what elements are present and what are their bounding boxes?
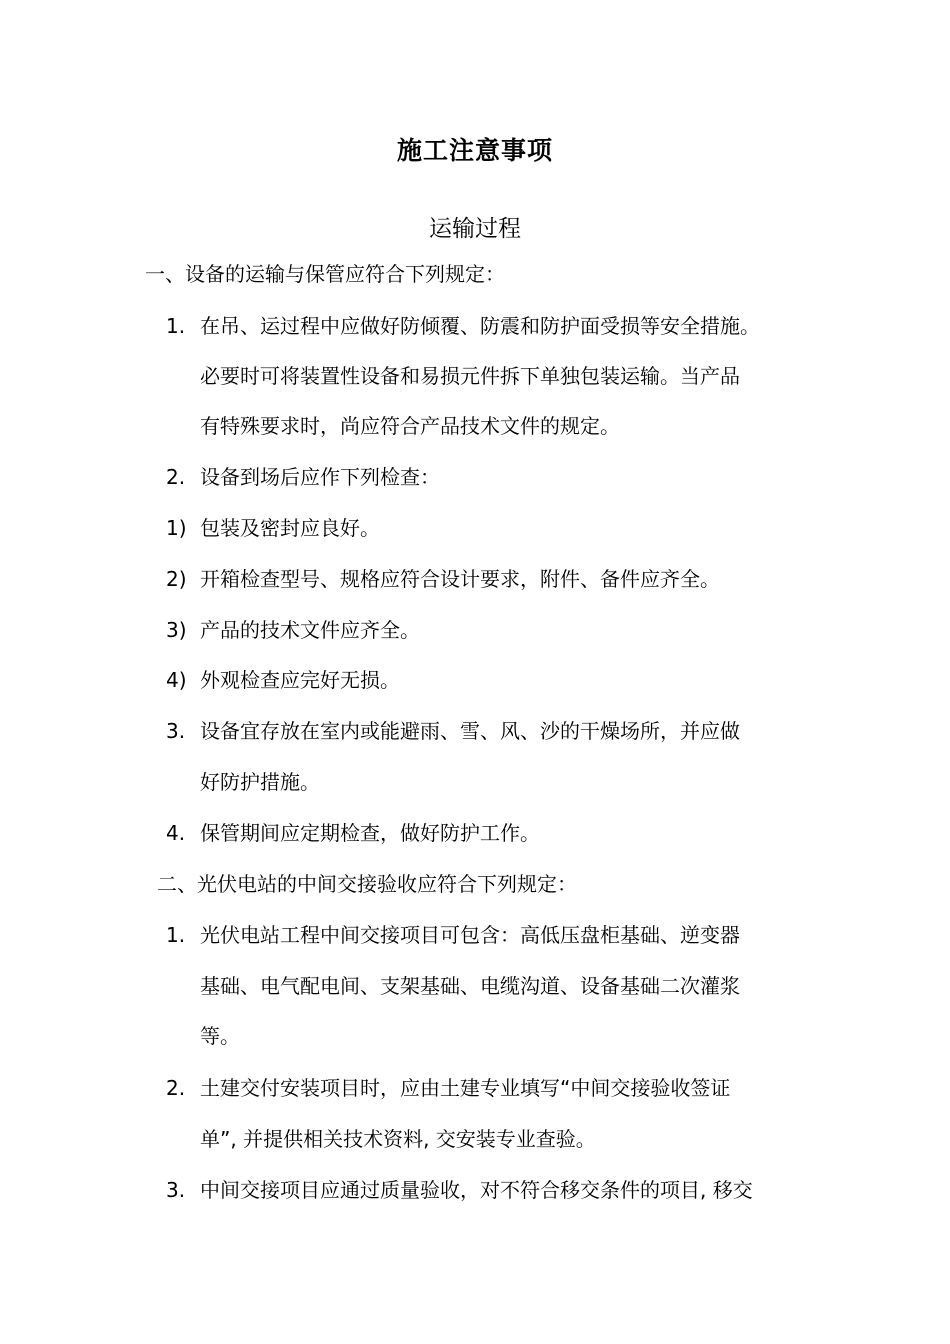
sub-item-number: 2) bbox=[166, 567, 187, 591]
item-text: 设备宜存放在室内或能避雨、雪、风、沙的干燥场所，并应做 bbox=[200, 719, 740, 743]
item-text: 基础、电气配电间、支架基础、电缆沟道、设备基础二次灌浆 bbox=[200, 974, 740, 998]
document-title: 施工注意事项 bbox=[396, 136, 553, 165]
sub-item-number: 1) bbox=[166, 516, 187, 540]
item-text: 好防护措施。 bbox=[200, 770, 320, 794]
item-text: 中间交接项目应通过质量验收，对不符合移交条件的项目, 移交 bbox=[200, 1178, 753, 1202]
item-number: 2. bbox=[166, 1076, 186, 1100]
item-text: 有特殊要求时，尚应符合产品技术文件的规定。 bbox=[200, 414, 620, 438]
item-number: 3. bbox=[166, 1178, 186, 1202]
item-number: 2. bbox=[166, 465, 186, 489]
item-number: 4. bbox=[166, 821, 186, 845]
item-text: 单”, 并提供相关技术资料, 交安装专业查验。 bbox=[200, 1127, 596, 1151]
sub-item-number: 4) bbox=[166, 668, 187, 692]
item-text: 设备到场后应作下列检查： bbox=[200, 465, 440, 489]
document-subtitle: 运输过程 bbox=[429, 216, 521, 242]
item-text: 在吊、运过程中应做好防倾覆、防震和防护面受损等安全措施。 bbox=[200, 314, 760, 338]
sub-item-text: 产品的技术文件应齐全。 bbox=[200, 618, 420, 642]
sub-item-text: 开箱检查型号、规格应符合设计要求，附件、备件应齐全。 bbox=[200, 567, 720, 591]
item-number: 3. bbox=[166, 719, 186, 743]
item-text: 必要时可将装置性设备和易损元件拆下单独包装运输。当产品 bbox=[200, 364, 740, 388]
sub-item-text: 包装及密封应良好。 bbox=[200, 516, 380, 540]
sub-item-number: 3) bbox=[166, 618, 187, 642]
item-text: 等。 bbox=[200, 1024, 240, 1048]
item-text: 保管期间应定期检查，做好防护工作。 bbox=[200, 821, 540, 845]
item-number: 1. bbox=[166, 314, 186, 338]
section-1-heading: 一、设备的运输与保管应符合下列规定： bbox=[145, 262, 505, 286]
item-text: 光伏电站工程中间交接项目可包含：高低压盘柜基础、逆变器 bbox=[200, 923, 740, 947]
section-2-heading: 二、光伏电站的中间交接验收应符合下列规定： bbox=[157, 872, 577, 896]
item-number: 1. bbox=[166, 923, 186, 947]
sub-item-text: 外观检查应完好无损。 bbox=[200, 668, 400, 692]
item-text: 土建交付安装项目时，应由土建专业填写“中间交接验收签证 bbox=[200, 1076, 731, 1100]
